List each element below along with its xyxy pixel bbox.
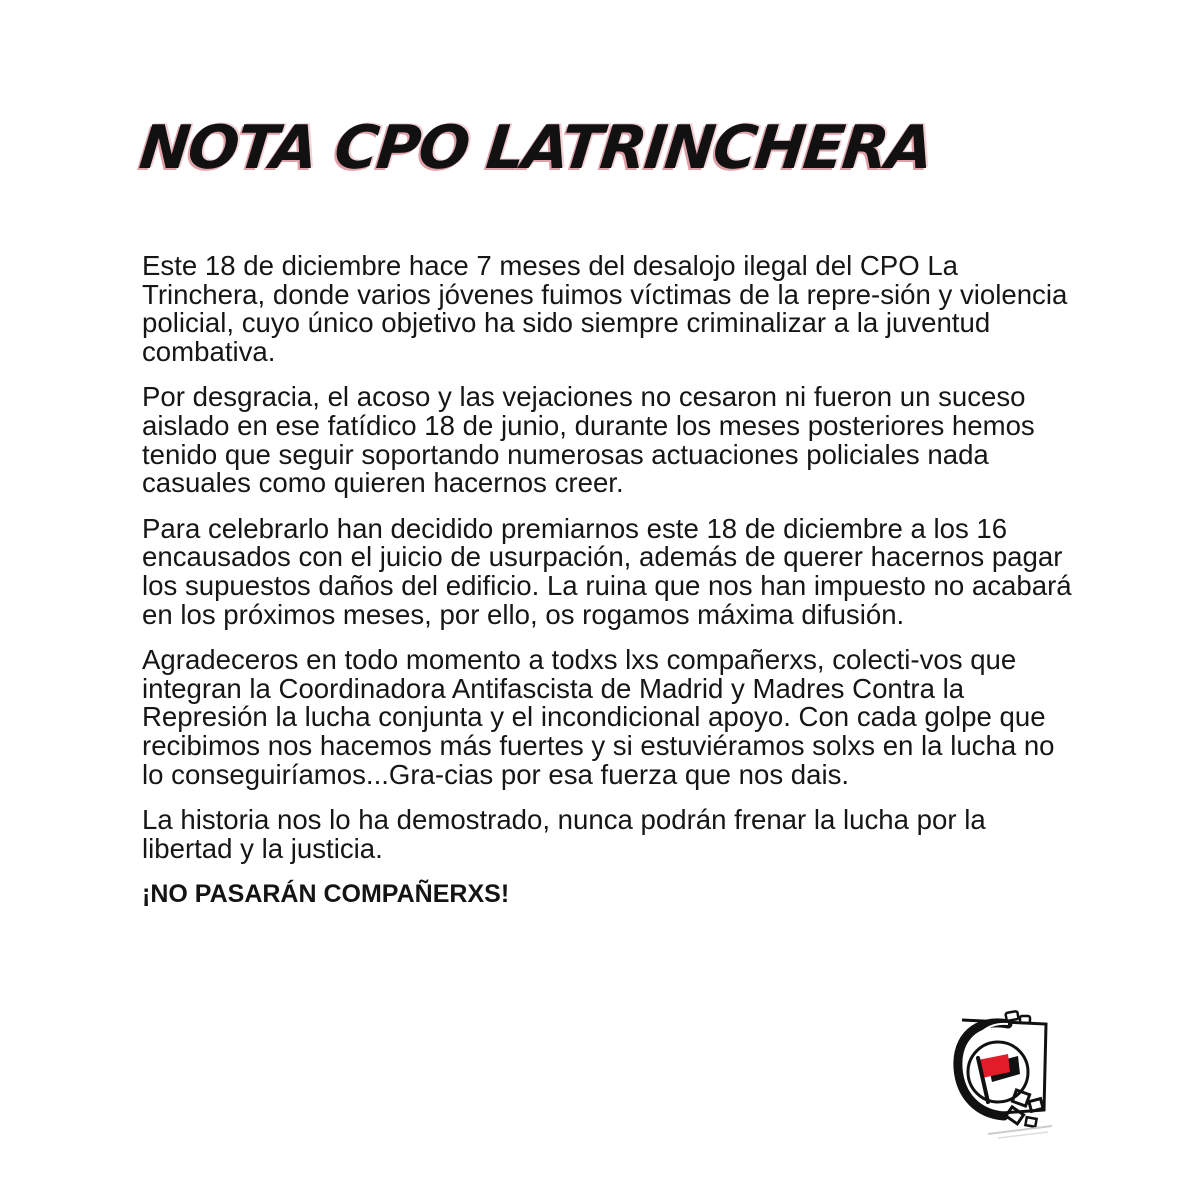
paragraph-5: La historia nos lo ha demostrado, nunca podrán frenar la lucha por la libertad y la justicia. [142,804,986,864]
paragraph-2: Por desgracia, el acoso y las vejaciones no cesaron ni fueron un suceso aislado en ese fatídico 18 de junio, durante los meses posteriores hemos tenido que seguir soportando numerosas actuaciones policiales nada casuales como quieren hacernos creer. [142,381,1035,499]
paragraph-3: Para celebrarlo han decidido premiarnos este 18 de diciembre a los 16 encausados con el juicio de usurpación, además de querer hacernos pagar los supuestos daños del edificio. La ruina que nos han impuesto no acabará en los próximos meses, por ello, os rogamos máxima difusión. [142,512,1072,630]
statement-body [142,252,1072,926]
paragraph-4: Agradeceros en todo momento a todxs lxs compañerxs, colecti-vos que integran la Coordinadora Antifascista de Madrid y Madres Contra la Represión la lucha conjunta y el incondicional apoyo. Con cada golpe que recibimos nos hacemos más fuertes y si estuviéramos solxs en la lucha no lo conseguiríamos...Gra-cias por esa fuerza que nos dais. [142,644,1055,790]
closing-slogan: ¡NO PASARÁN COMPAÑERXS! [142,880,510,909]
antifa-handcuff-logo-icon [948,1010,1058,1140]
page-title: NOTA CPO LATRINCHERA [136,113,935,183]
paragraph-1: Este 18 de diciembre hace 7 meses del desalojo ilegal del CPO La Trinchera, donde varios jóvenes fuimos víctimas de la repre-sión y violencia policial, cuyo único objetivo ha sido siempre criminalizar a la juventud combativa. [142,250,1068,367]
